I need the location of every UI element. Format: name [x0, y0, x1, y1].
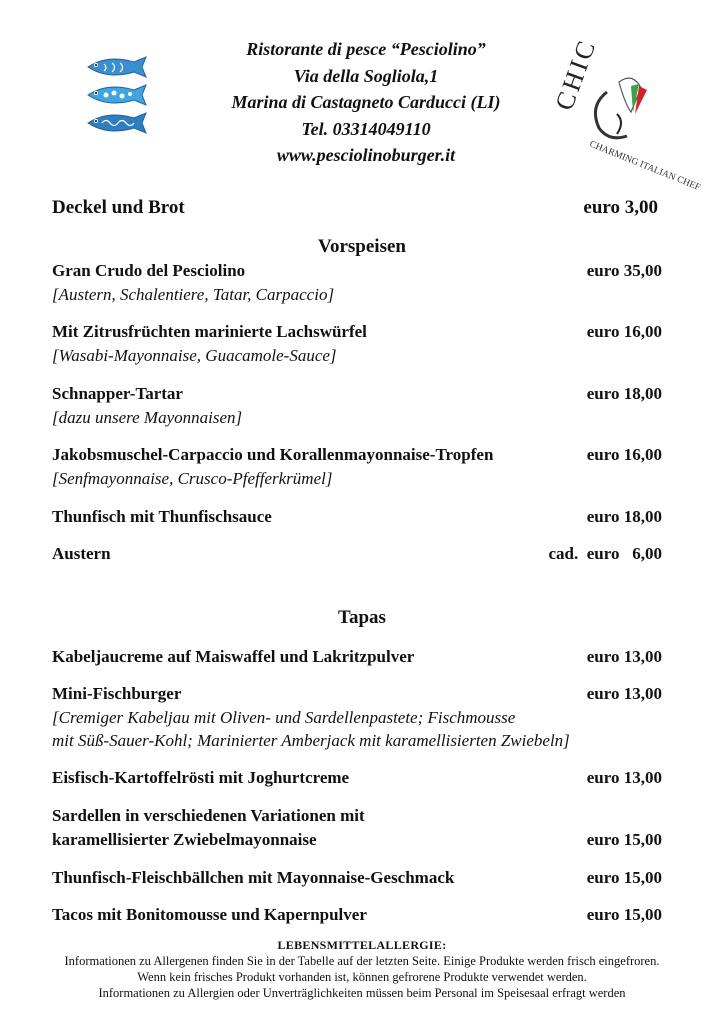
item-price: euro 15,00: [586, 868, 662, 887]
item-price: euro 3,00: [583, 197, 658, 218]
restaurant-header: [160, 36, 572, 169]
item-price: euro 15,00: [586, 905, 662, 924]
item-name-line1: Sardellen in verschiedenen Variationen mit: [52, 806, 365, 825]
item-name: Austern: [52, 544, 111, 563]
item-name: Thunfisch-Fleischbällchen mit Mayonnaise-Geschmack: [52, 868, 455, 887]
item-price: cad. euro 6,00: [548, 544, 662, 563]
allergy-line: Informationen zu Allergien oder Unverträglichkeiten müssen beim Personal im Speisesaal erfragt werden: [98, 986, 626, 1000]
allergy-line: Wenn kein frisches Produkt vorhanden ist, können gefrorene Produkte verwendet werden.: [137, 970, 587, 984]
item-name: Thunfisch mit Thunfischsauce: [52, 507, 272, 526]
allergy-title: LEBENSMITTELALLERGIE:: [277, 938, 447, 952]
item-price: euro 13,00: [586, 684, 662, 703]
item-name: Tacos mit Bonitomousse und Kapernpulver: [52, 905, 367, 924]
allergy-line: Informationen zu Allergenen finden Sie in der Tabelle auf der letzten Seite. Einige Produkte werden frisch eingefroren.: [64, 954, 660, 968]
restaurant-city: Marina di Castagneto Carducci (LI): [231, 92, 501, 112]
restaurant-street: Via della Sogliola,1: [293, 65, 439, 86]
fish-icon: [84, 56, 150, 78]
logo-brand: CHIC: [549, 34, 602, 115]
item-price: euro 18,00: [586, 384, 662, 403]
item-description: mit Süß-Sauer-Kohl; Marinierter Amberjack mit karamellisierten Zwiebeln]: [52, 731, 570, 750]
restaurant-name: Ristorante di pesce “Pesciolino”: [246, 39, 486, 59]
item-price: euro 13,00: [586, 768, 662, 787]
item-price: euro 15,00: [586, 830, 662, 849]
section-title-tapas: Tapas: [338, 607, 386, 628]
item-name-line2: karamellisierter Zwiebelmayonnaise: [52, 830, 317, 849]
item-price: euro 13,00: [586, 647, 662, 666]
item-description: [Austern, Schalentiere, Tatar, Carpaccio]: [52, 285, 335, 304]
item-price: euro 35,00: [586, 261, 662, 280]
allergy-notice: [0, 937, 724, 1001]
item-description: [Senfmayonnaise, Crusco-Pfefferkrümel]: [52, 469, 333, 488]
section-title-vorspeisen: Vorspeisen: [318, 236, 406, 257]
item-name: Deckel und Brot: [52, 197, 185, 218]
item-price: euro 16,00: [586, 445, 662, 464]
item-name: Kabeljaucreme auf Maiswaffel und Lakritzpulver: [52, 647, 415, 666]
item-name: Mit Zitrusfrüchten marinierte Lachswürfel: [52, 322, 367, 341]
restaurant-phone: Tel. 03314049110: [301, 118, 431, 139]
item-name: Jakobsmuschel-Carpaccio und Korallenmayonnaise-Tropfen: [52, 445, 494, 464]
item-name: Gran Crudo del Pesciolino: [52, 261, 246, 280]
item-description: [Wasabi-Mayonnaise, Guacamole-Sauce]: [52, 346, 337, 365]
restaurant-website: www.pesciolinoburger.it: [276, 145, 456, 165]
chic-logo: [547, 34, 702, 194]
fish-icon: [84, 112, 150, 134]
item-price: euro 18,00: [586, 507, 662, 526]
item-description: [Cremiger Kabeljau mit Oliven- und Sardellenpastete; Fischmousse: [52, 708, 516, 727]
item-name: Eisfisch-Kartoffelrösti mit Joghurtcreme: [52, 768, 350, 787]
fish-decoration: [84, 56, 154, 140]
item-name: Mini-Fischburger: [52, 684, 182, 703]
item-price: euro 16,00: [586, 322, 662, 341]
item-name: Schnapper-Tartar: [52, 384, 183, 403]
item-description: [dazu unsere Mayonnaisen]: [52, 408, 243, 427]
fish-icon: [84, 84, 150, 106]
logo-tagline: CHARMING ITALIAN CHEF: [587, 139, 702, 194]
